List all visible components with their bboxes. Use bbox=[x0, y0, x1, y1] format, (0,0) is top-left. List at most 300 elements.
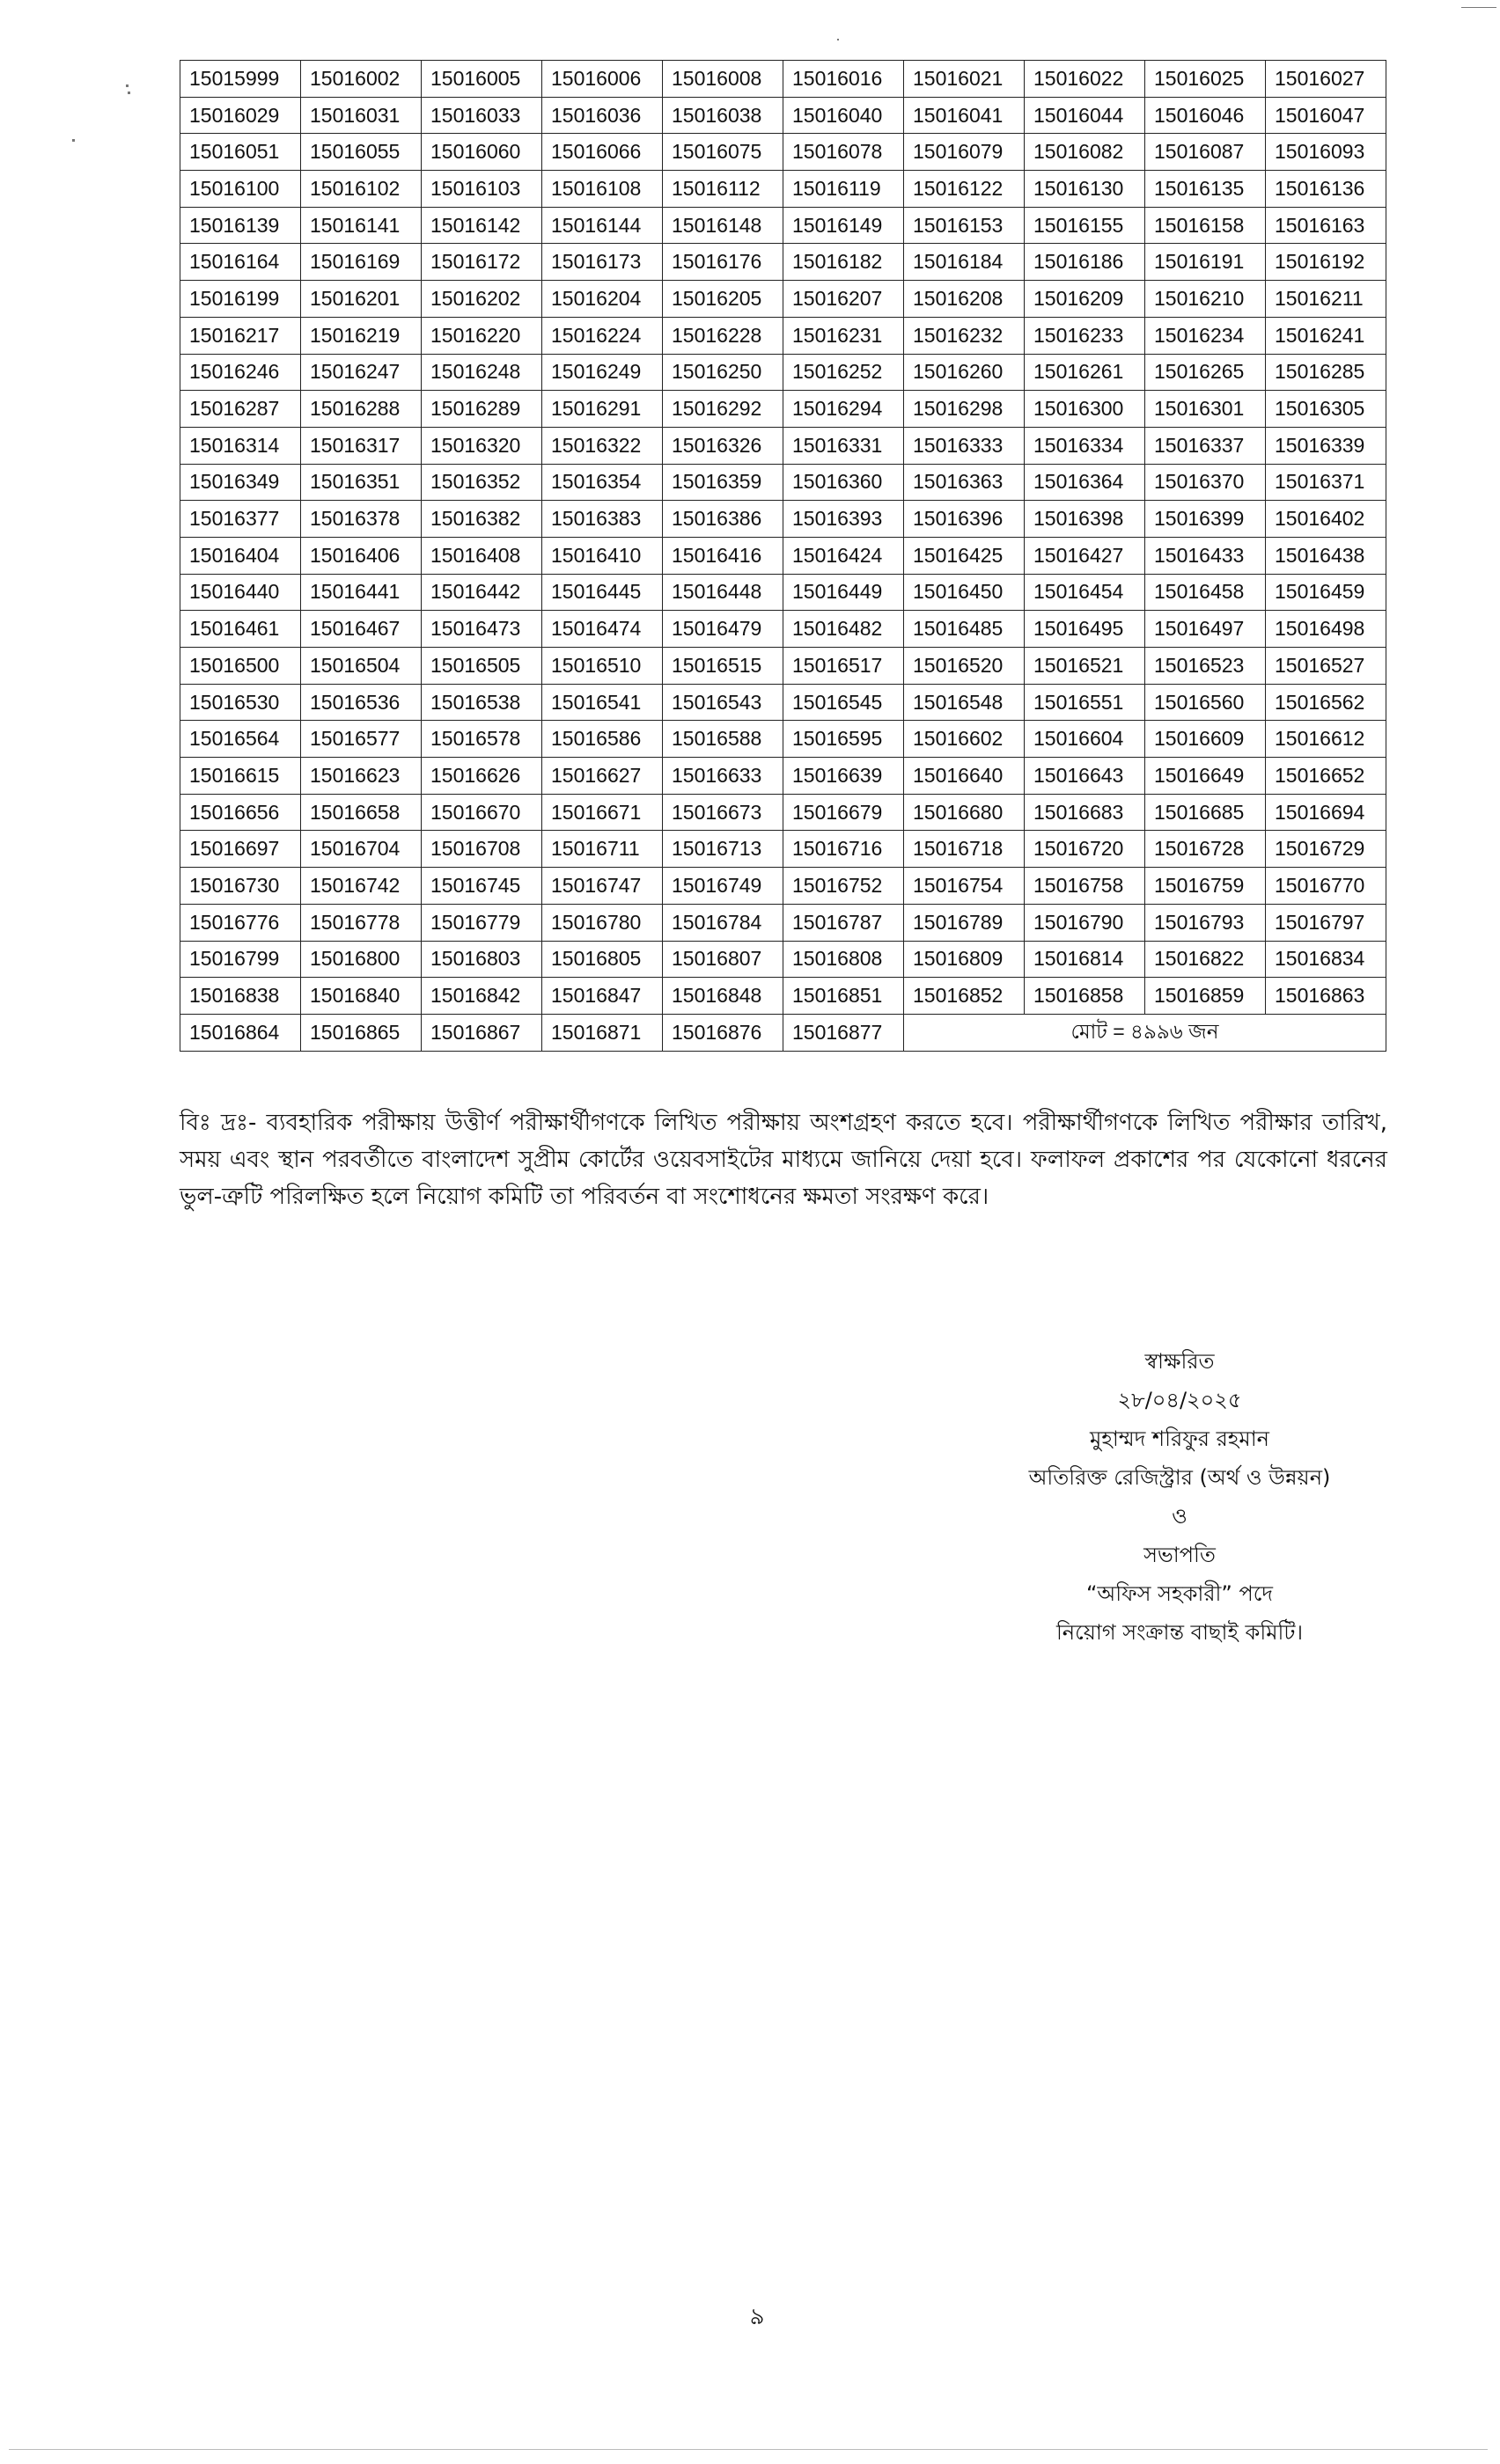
table-row bbox=[180, 831, 1386, 868]
table-row bbox=[180, 611, 1386, 648]
roll-number-cell: 15016241 bbox=[1266, 317, 1386, 354]
roll-number-cell: 15016652 bbox=[1266, 758, 1386, 795]
roll-number-cell: 15016776 bbox=[180, 904, 301, 941]
roll-number-cell: 15016093 bbox=[1266, 134, 1386, 171]
roll-number-cell: 15016729 bbox=[1266, 831, 1386, 868]
roll-number-cell: 15016517 bbox=[783, 648, 904, 685]
roll-number-cell: 15016364 bbox=[1025, 464, 1145, 501]
roll-number-cell: 15016442 bbox=[422, 574, 542, 611]
roll-number-cell: 15016360 bbox=[783, 464, 904, 501]
roll-number-cell: 15016102 bbox=[301, 171, 422, 208]
roll-number-cell: 15016292 bbox=[663, 391, 783, 428]
roll-number-cell: 15016087 bbox=[1145, 134, 1266, 171]
roll-number-cell: 15016784 bbox=[663, 904, 783, 941]
roll-number-cell: 15016747 bbox=[542, 868, 663, 905]
roll-number-cell: 15016142 bbox=[422, 207, 542, 244]
roll-number-cell: 15016006 bbox=[542, 61, 663, 98]
roll-number-cell: 15016359 bbox=[663, 464, 783, 501]
roll-number-cell: 15016301 bbox=[1145, 391, 1266, 428]
roll-number-cell: 15016078 bbox=[783, 134, 904, 171]
roll-number-cell: 15016754 bbox=[904, 868, 1025, 905]
roll-number-cell: 15016184 bbox=[904, 244, 1025, 281]
roll-number-cell: 15016139 bbox=[180, 207, 301, 244]
roll-number-cell: 15016219 bbox=[301, 317, 422, 354]
roll-number-cell: 15016609 bbox=[1145, 721, 1266, 758]
roll-number-cell: 15016314 bbox=[180, 427, 301, 464]
table-row bbox=[180, 207, 1386, 244]
roll-number-cell: 15016438 bbox=[1266, 537, 1386, 574]
roll-number-cell: 15016495 bbox=[1025, 611, 1145, 648]
roll-number-cell: 15016410 bbox=[542, 537, 663, 574]
roll-number-cell: 15016548 bbox=[904, 684, 1025, 721]
roll-number-cell: 15016002 bbox=[301, 61, 422, 98]
roll-number-cell: 15016551 bbox=[1025, 684, 1145, 721]
roll-number-cell: 15016249 bbox=[542, 354, 663, 391]
roll-number-cell: 15016209 bbox=[1025, 281, 1145, 318]
roll-number-cell: 15016289 bbox=[422, 391, 542, 428]
roll-number-cell: 15016371 bbox=[1266, 464, 1386, 501]
roll-number-cell: 15016448 bbox=[663, 574, 783, 611]
roll-number-cell: 15016450 bbox=[904, 574, 1025, 611]
roll-number-cell: 15016208 bbox=[904, 281, 1025, 318]
roll-number-cell: 15016536 bbox=[301, 684, 422, 721]
roll-number-cell: 15016805 bbox=[542, 941, 663, 978]
roll-number-cell: 15016334 bbox=[1025, 427, 1145, 464]
roll-number-cell: 15016288 bbox=[301, 391, 422, 428]
roll-number-cell: 15016027 bbox=[1266, 61, 1386, 98]
roll-number-cell: 15016527 bbox=[1266, 648, 1386, 685]
roll-number-cell: 15016022 bbox=[1025, 61, 1145, 98]
roll-number-cell: 15016079 bbox=[904, 134, 1025, 171]
table-row bbox=[180, 171, 1386, 208]
roll-number-cell: 15016530 bbox=[180, 684, 301, 721]
roll-number-cell: 15016172 bbox=[422, 244, 542, 281]
roll-number-cell: 15016122 bbox=[904, 171, 1025, 208]
roll-number-cell: 15016842 bbox=[422, 978, 542, 1015]
post-name: “অফিস সহকারী” পদে bbox=[1086, 1581, 1273, 1606]
roll-number-cell: 15016473 bbox=[422, 611, 542, 648]
table-row bbox=[180, 648, 1386, 685]
roll-number-cell: 15016808 bbox=[783, 941, 904, 978]
roll-number-cell: 15016333 bbox=[904, 427, 1025, 464]
roll-number-cell: 15016149 bbox=[783, 207, 904, 244]
signatory-name: মুহাম্মদ শরিফুর রহমান bbox=[1089, 1426, 1269, 1451]
roll-number-cell: 15016427 bbox=[1025, 537, 1145, 574]
roll-number-cell: 15016047 bbox=[1266, 97, 1386, 134]
table-row bbox=[180, 134, 1386, 171]
roll-number-cell: 15016378 bbox=[301, 501, 422, 538]
roll-number-cell: 15016799 bbox=[180, 941, 301, 978]
roll-number-cell: 15016201 bbox=[301, 281, 422, 318]
roll-number-cell: 15016858 bbox=[1025, 978, 1145, 1015]
roll-number-cell: 15016847 bbox=[542, 978, 663, 1015]
roll-number-cell: 15016119 bbox=[783, 171, 904, 208]
roll-number-cell: 15016252 bbox=[783, 354, 904, 391]
roll-number-cell: 15016036 bbox=[542, 97, 663, 134]
table-row bbox=[180, 978, 1386, 1015]
roll-number-cell: 15016671 bbox=[542, 794, 663, 831]
table-row-last bbox=[180, 1014, 1386, 1051]
table-row bbox=[180, 281, 1386, 318]
roll-number-cell: 15016626 bbox=[422, 758, 542, 795]
table-row bbox=[180, 794, 1386, 831]
roll-number-cell: 15016066 bbox=[542, 134, 663, 171]
roll-number-cell: 15016317 bbox=[301, 427, 422, 464]
roll-number-cell: 15016377 bbox=[180, 501, 301, 538]
roll-number-cell: 15016834 bbox=[1266, 941, 1386, 978]
roll-number-cell: 15016505 bbox=[422, 648, 542, 685]
roll-number-cell: 15016482 bbox=[783, 611, 904, 648]
roll-number-cell: 15016538 bbox=[422, 684, 542, 721]
roll-number-cell: 15016683 bbox=[1025, 794, 1145, 831]
roll-number-cell: 15016602 bbox=[904, 721, 1025, 758]
roll-number-cell: 15016155 bbox=[1025, 207, 1145, 244]
scan-speck bbox=[72, 139, 75, 142]
roll-number-cell: 15016670 bbox=[422, 794, 542, 831]
roll-number-cell: 15016822 bbox=[1145, 941, 1266, 978]
roll-number-cell: 15016354 bbox=[542, 464, 663, 501]
roll-number-cell: 15016205 bbox=[663, 281, 783, 318]
roll-number-cell: 15016649 bbox=[1145, 758, 1266, 795]
roll-number-cell: 15016108 bbox=[542, 171, 663, 208]
roll-number-cell: 15016541 bbox=[542, 684, 663, 721]
roll-number-cell: 15016005 bbox=[422, 61, 542, 98]
roll-number-cell: 15016153 bbox=[904, 207, 1025, 244]
roll-number-cell: 15016305 bbox=[1266, 391, 1386, 428]
table-row bbox=[180, 868, 1386, 905]
roll-number-cell: 15016211 bbox=[1266, 281, 1386, 318]
roll-number-cell: 15016639 bbox=[783, 758, 904, 795]
roll-number-cell: 15016852 bbox=[904, 978, 1025, 1015]
roll-number-cell: 15016711 bbox=[542, 831, 663, 868]
roll-number-cell: 15016871 bbox=[542, 1014, 663, 1051]
roll-number-cell: 15016404 bbox=[180, 537, 301, 574]
roll-number-cell: 15016586 bbox=[542, 721, 663, 758]
roll-number-cell: 15016135 bbox=[1145, 171, 1266, 208]
roll-number-cell: 15016416 bbox=[663, 537, 783, 574]
roll-number-cell: 15016261 bbox=[1025, 354, 1145, 391]
roll-number-cell: 15016433 bbox=[1145, 537, 1266, 574]
roll-number-cell: 15016298 bbox=[904, 391, 1025, 428]
signed-label: স্বাক্ষরিত bbox=[1144, 1349, 1215, 1374]
roll-number-cell: 15016228 bbox=[663, 317, 783, 354]
roll-number-cell: 15016867 bbox=[422, 1014, 542, 1051]
roll-number-cell: 15016504 bbox=[301, 648, 422, 685]
roll-number-cell: 15016399 bbox=[1145, 501, 1266, 538]
roll-number-cell: 15016848 bbox=[663, 978, 783, 1015]
roll-number-cell: 15016136 bbox=[1266, 171, 1386, 208]
roll-number-cell: 15016041 bbox=[904, 97, 1025, 134]
roll-number-cell: 15016704 bbox=[301, 831, 422, 868]
roll-number-cell: 15016780 bbox=[542, 904, 663, 941]
table-row bbox=[180, 941, 1386, 978]
roll-number-cell: 15016100 bbox=[180, 171, 301, 208]
roll-number-cell: 15016425 bbox=[904, 537, 1025, 574]
roll-number-cell: 15016814 bbox=[1025, 941, 1145, 978]
roll-number-cell: 15016169 bbox=[301, 244, 422, 281]
table-row bbox=[180, 758, 1386, 795]
roll-number-cell: 15016498 bbox=[1266, 611, 1386, 648]
scan-speck bbox=[837, 39, 839, 40]
roll-number-cell: 15016595 bbox=[783, 721, 904, 758]
roll-number-cell: 15016186 bbox=[1025, 244, 1145, 281]
chair-title: সভাপতি bbox=[1143, 1543, 1216, 1567]
roll-number-cell: 15016141 bbox=[301, 207, 422, 244]
roll-number-cell: 15016520 bbox=[904, 648, 1025, 685]
table-row bbox=[180, 391, 1386, 428]
roll-number-cell: 15016838 bbox=[180, 978, 301, 1015]
roll-number-cell: 15016320 bbox=[422, 427, 542, 464]
roll-number-cell: 15016588 bbox=[663, 721, 783, 758]
roll-number-cell: 15016458 bbox=[1145, 574, 1266, 611]
roll-number-cell: 15016604 bbox=[1025, 721, 1145, 758]
table-row bbox=[180, 317, 1386, 354]
roll-number-cell: 15016291 bbox=[542, 391, 663, 428]
roll-number-cell: 15016051 bbox=[180, 134, 301, 171]
roll-number-cell: 15016770 bbox=[1266, 868, 1386, 905]
roll-number-cell: 15016351 bbox=[301, 464, 422, 501]
roll-number-cell: 15016543 bbox=[663, 684, 783, 721]
roll-number-cell: 15016790 bbox=[1025, 904, 1145, 941]
roll-number-cell: 15016708 bbox=[422, 831, 542, 868]
roll-number-cell: 15016643 bbox=[1025, 758, 1145, 795]
roll-number-cell: 15016370 bbox=[1145, 464, 1266, 501]
roll-number-cell: 15016398 bbox=[1025, 501, 1145, 538]
roll-number-cell: 15016627 bbox=[542, 758, 663, 795]
roll-number-cell: 15016864 bbox=[180, 1014, 301, 1051]
roll-number-cell: 15016803 bbox=[422, 941, 542, 978]
roll-number-cell: 15016396 bbox=[904, 501, 1025, 538]
roll-number-cell: 15016031 bbox=[301, 97, 422, 134]
roll-number-cell: 15016716 bbox=[783, 831, 904, 868]
table-row bbox=[180, 501, 1386, 538]
signature-block bbox=[951, 1342, 1408, 1652]
signature-date: ২৮/০৪/২০২৫ bbox=[1117, 1388, 1242, 1412]
roll-number-cell: 15016402 bbox=[1266, 501, 1386, 538]
committee-name: নিয়োগ সংক্রান্ত বাছাই কমিটি। bbox=[1055, 1620, 1304, 1645]
roll-number-cell: 15016164 bbox=[180, 244, 301, 281]
roll-number-cell: 15016523 bbox=[1145, 648, 1266, 685]
roll-number-cell: 15016789 bbox=[904, 904, 1025, 941]
roll-number-cell: 15016679 bbox=[783, 794, 904, 831]
roll-number-cell: 15016326 bbox=[663, 427, 783, 464]
roll-number-cell: 15016207 bbox=[783, 281, 904, 318]
roll-number-cell: 15016040 bbox=[783, 97, 904, 134]
roll-number-cell: 15016441 bbox=[301, 574, 422, 611]
roll-number-cell: 15016485 bbox=[904, 611, 1025, 648]
roll-number-cell: 15016199 bbox=[180, 281, 301, 318]
roll-number-table bbox=[180, 60, 1386, 1052]
total-count-cell: মোট = ৪৯৯৬ জন bbox=[904, 1014, 1386, 1051]
roll-number-cell: 15016759 bbox=[1145, 868, 1266, 905]
roll-number-cell: 15016191 bbox=[1145, 244, 1266, 281]
roll-number-cell: 15016363 bbox=[904, 464, 1025, 501]
roll-number-cell: 15016246 bbox=[180, 354, 301, 391]
roll-number-cell: 15016730 bbox=[180, 868, 301, 905]
roll-number-cell: 15016144 bbox=[542, 207, 663, 244]
roll-number-cell: 15016742 bbox=[301, 868, 422, 905]
roll-number-cell: 15016060 bbox=[422, 134, 542, 171]
table-row bbox=[180, 354, 1386, 391]
roll-number-cell: 15016560 bbox=[1145, 684, 1266, 721]
roll-number-cell: 15016248 bbox=[422, 354, 542, 391]
roll-number-cell: 15016075 bbox=[663, 134, 783, 171]
table-row bbox=[180, 427, 1386, 464]
table-row bbox=[180, 97, 1386, 134]
roll-number-cell: 15016025 bbox=[1145, 61, 1266, 98]
roll-number-cell: 15016459 bbox=[1266, 574, 1386, 611]
roll-number-cell: 15016685 bbox=[1145, 794, 1266, 831]
roll-number-cell: 15016192 bbox=[1266, 244, 1386, 281]
roll-number-cell: 15016331 bbox=[783, 427, 904, 464]
roll-number-cell: 15016163 bbox=[1266, 207, 1386, 244]
roll-number-cell: 15016859 bbox=[1145, 978, 1266, 1015]
roll-number-cell: 15016840 bbox=[301, 978, 422, 1015]
roll-number-cell: 15016615 bbox=[180, 758, 301, 795]
roll-number-cell: 15016865 bbox=[301, 1014, 422, 1051]
roll-number-cell: 15016082 bbox=[1025, 134, 1145, 171]
roll-number-cell: 15016424 bbox=[783, 537, 904, 574]
roll-number-cell: 15016294 bbox=[783, 391, 904, 428]
table-row bbox=[180, 464, 1386, 501]
roll-number-cell: 15016265 bbox=[1145, 354, 1266, 391]
roll-number-cell: 15016033 bbox=[422, 97, 542, 134]
roll-number-cell: 15016797 bbox=[1266, 904, 1386, 941]
roll-number-cell: 15016382 bbox=[422, 501, 542, 538]
note-paragraph: বিঃ দ্রঃ- ব্যবহারিক পরীক্ষায় উত্তীর্ণ পরীক্ষার্থীগণকে লিখিত পরীক্ষায় অংশগ্রহণ করতে হবে। পরীক্ষার্থীগণকে লিখিত পরীক্ষার তারিখ, সময় এবং স্থান পরবর্তীতে বাংলাদেশ সুপ্রীম কোর্টের ওয়েবসাইটের মাধ্যমে জানিয়ে দেয়া হবে। ফলাফল প্রকাশের পর যেকোনো ধরনের ভুল-ত্রুটি পরিলক্ষিত হলে নিয়োগ কমিটি তা পরিবর্তন বা সংশোধনের ক্ষমতা সংরক্ষণ করে। bbox=[180, 1110, 1387, 1210]
roll-number-cell: 15016713 bbox=[663, 831, 783, 868]
roll-number-cell: 15016352 bbox=[422, 464, 542, 501]
roll-number-cell: 15016633 bbox=[663, 758, 783, 795]
roll-number-cell: 15016877 bbox=[783, 1014, 904, 1051]
roll-number-cell: 15016510 bbox=[542, 648, 663, 685]
roll-number-cell: 15016287 bbox=[180, 391, 301, 428]
table-row bbox=[180, 61, 1386, 98]
roll-number-cell: 15016720 bbox=[1025, 831, 1145, 868]
roll-number-cell: 15016521 bbox=[1025, 648, 1145, 685]
roll-number-cell: 15016809 bbox=[904, 941, 1025, 978]
roll-number-cell: 15016386 bbox=[663, 501, 783, 538]
roll-number-cell: 15016449 bbox=[783, 574, 904, 611]
roll-number-cell: 15016497 bbox=[1145, 611, 1266, 648]
conjunction-text: ও bbox=[1172, 1504, 1188, 1529]
roll-number-cell: 15016285 bbox=[1266, 354, 1386, 391]
table-row bbox=[180, 537, 1386, 574]
roll-number-cell: 15016807 bbox=[663, 941, 783, 978]
roll-number-cell: 15016454 bbox=[1025, 574, 1145, 611]
table-row bbox=[180, 244, 1386, 281]
roll-number-cell: 15016217 bbox=[180, 317, 301, 354]
roll-number-cell: 15016673 bbox=[663, 794, 783, 831]
roll-number-cell: 15016562 bbox=[1266, 684, 1386, 721]
roll-number-cell: 15016233 bbox=[1025, 317, 1145, 354]
roll-number-cell: 15016479 bbox=[663, 611, 783, 648]
roll-number-cell: 15016148 bbox=[663, 207, 783, 244]
roll-number-cell: 15016210 bbox=[1145, 281, 1266, 318]
roll-number-cell: 15016445 bbox=[542, 574, 663, 611]
roll-number-cell: 15016680 bbox=[904, 794, 1025, 831]
roll-number-cell: 15016793 bbox=[1145, 904, 1266, 941]
roll-number-cell: 15016461 bbox=[180, 611, 301, 648]
roll-number-cell: 15016577 bbox=[301, 721, 422, 758]
roll-number-cell: 15016623 bbox=[301, 758, 422, 795]
roll-number-cell: 15016220 bbox=[422, 317, 542, 354]
roll-number-cell: 15016800 bbox=[301, 941, 422, 978]
roll-number-cell: 15016863 bbox=[1266, 978, 1386, 1015]
roll-number-cell: 15016467 bbox=[301, 611, 422, 648]
roll-number-cell: 15016322 bbox=[542, 427, 663, 464]
page-number: ৯ bbox=[749, 2304, 765, 2330]
roll-number-cell: 15016474 bbox=[542, 611, 663, 648]
table-row bbox=[180, 904, 1386, 941]
scan-speck bbox=[1461, 7, 1496, 8]
roll-number-cell: 15016545 bbox=[783, 684, 904, 721]
roll-number-cell: 15016260 bbox=[904, 354, 1025, 391]
roll-number-cell: 15016055 bbox=[301, 134, 422, 171]
roll-number-cell: 15016202 bbox=[422, 281, 542, 318]
roll-number-cell: 15016021 bbox=[904, 61, 1025, 98]
roll-number-cell: 15016758 bbox=[1025, 868, 1145, 905]
roll-number-cell: 15016612 bbox=[1266, 721, 1386, 758]
roll-number-cell: 15016224 bbox=[542, 317, 663, 354]
scan-speck bbox=[126, 84, 129, 87]
scan-speck bbox=[128, 92, 130, 94]
roll-number-cell: 15016383 bbox=[542, 501, 663, 538]
roll-number-cell: 15016406 bbox=[301, 537, 422, 574]
roll-number-cell: 15016204 bbox=[542, 281, 663, 318]
roll-number-cell: 15016158 bbox=[1145, 207, 1266, 244]
roll-number-cell: 15016337 bbox=[1145, 427, 1266, 464]
roll-number-cell: 15016234 bbox=[1145, 317, 1266, 354]
roll-number-cell: 15016656 bbox=[180, 794, 301, 831]
roll-number-cell: 15016008 bbox=[663, 61, 783, 98]
roll-number-cell: 15016103 bbox=[422, 171, 542, 208]
roll-number-cell: 15016250 bbox=[663, 354, 783, 391]
roll-number-cell: 15016247 bbox=[301, 354, 422, 391]
roll-number-cell: 15016752 bbox=[783, 868, 904, 905]
roll-number-cell: 15016500 bbox=[180, 648, 301, 685]
roll-number-cell: 15016112 bbox=[663, 171, 783, 208]
roll-number-cell: 15016130 bbox=[1025, 171, 1145, 208]
roll-number-cell: 15016339 bbox=[1266, 427, 1386, 464]
roll-number-cell: 15016182 bbox=[783, 244, 904, 281]
roll-number-cell: 15016658 bbox=[301, 794, 422, 831]
roll-number-cell: 15016440 bbox=[180, 574, 301, 611]
roll-number-cell: 15016515 bbox=[663, 648, 783, 685]
roll-number-cell: 15016016 bbox=[783, 61, 904, 98]
table-row bbox=[180, 684, 1386, 721]
roll-number-cell: 15016044 bbox=[1025, 97, 1145, 134]
roll-number-cell: 15016851 bbox=[783, 978, 904, 1015]
roll-number-cell: 15016876 bbox=[663, 1014, 783, 1051]
roll-number-cell: 15016564 bbox=[180, 721, 301, 758]
roll-number-cell: 15016029 bbox=[180, 97, 301, 134]
roll-number-cell: 15016393 bbox=[783, 501, 904, 538]
roll-number-cell: 15016749 bbox=[663, 868, 783, 905]
roll-number-cell: 15016778 bbox=[301, 904, 422, 941]
roll-number-cell: 15016745 bbox=[422, 868, 542, 905]
roll-number-cell: 15016176 bbox=[663, 244, 783, 281]
roll-number-cell: 15016787 bbox=[783, 904, 904, 941]
table-row bbox=[180, 574, 1386, 611]
roll-number-cell: 15016038 bbox=[663, 97, 783, 134]
roll-number-cell: 15016232 bbox=[904, 317, 1025, 354]
roll-number-cell: 15016300 bbox=[1025, 391, 1145, 428]
roll-number-cell: 15016640 bbox=[904, 758, 1025, 795]
roll-number-cell: 15016779 bbox=[422, 904, 542, 941]
roll-number-cell: 15016046 bbox=[1145, 97, 1266, 134]
roll-number-cell: 15016718 bbox=[904, 831, 1025, 868]
